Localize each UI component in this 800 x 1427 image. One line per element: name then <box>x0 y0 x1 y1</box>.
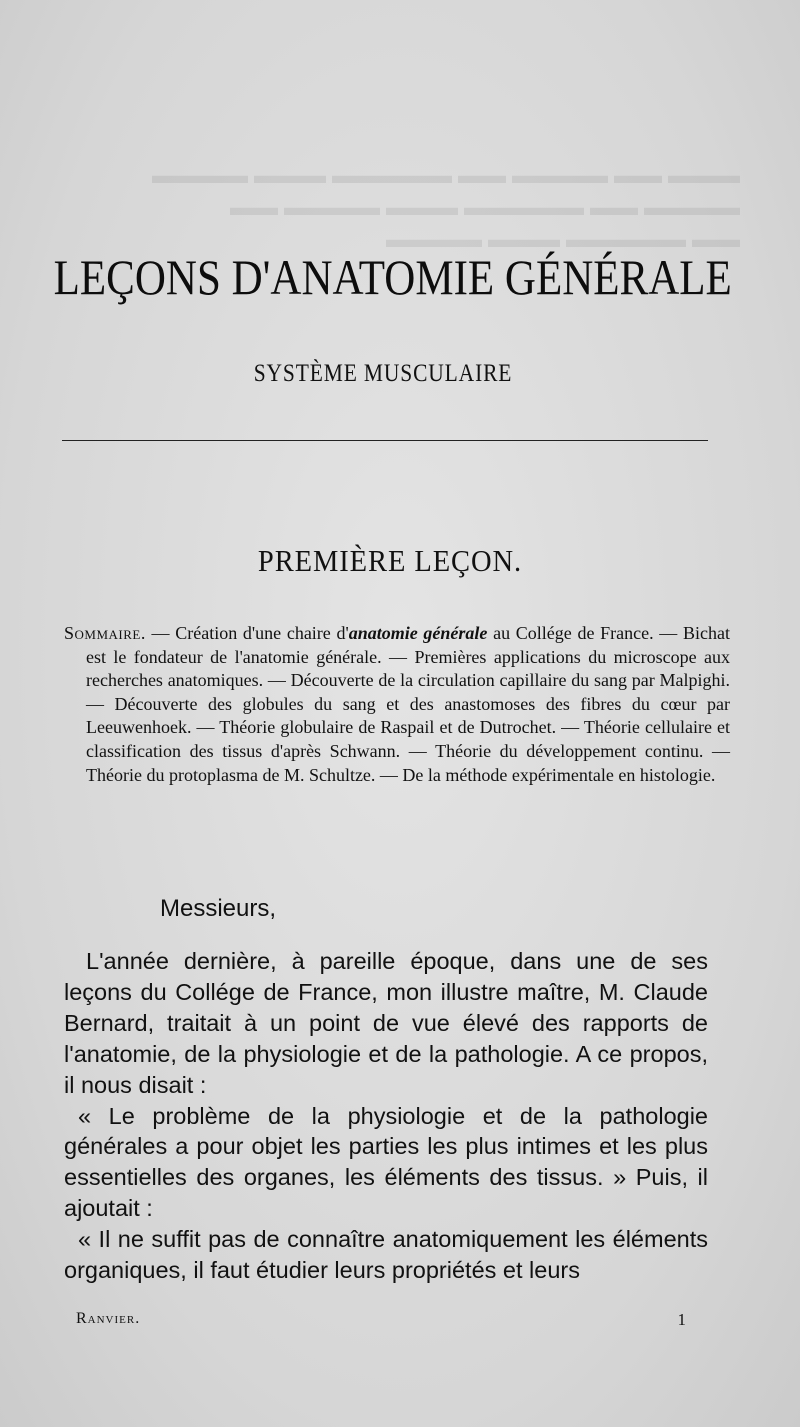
salutation: Messieurs, <box>160 895 277 922</box>
summary-emphasis: anatomie générale <box>348 623 488 643</box>
body-paragraph: L'année dernière, à pareille époque, dans une de ses leçons du Collége de France, mon illustre maître, M. Claude Bernard, traitait à un point de vue élevé des rapports de l'anatomie, de la physiologie et de la pathologie. A ce propos, il nous disait : <box>64 948 708 1098</box>
page-number: 1 <box>677 1310 686 1329</box>
running-author: Ranvier. <box>76 1310 141 1327</box>
page-footer <box>76 1310 686 1328</box>
book-title: LEÇONS D'ANATOMIE GÉNÉRALE <box>53 249 732 305</box>
summary-text-before: — Création d'une chaire d' <box>145 623 349 643</box>
summary-label: Sommaire. <box>64 623 146 643</box>
title-divider <box>62 440 708 441</box>
show-through-texture: ▬▬▬ ▬▬ ▬▬▬▬ ▬▬ ▬▬▬▬▬ ▬▬▬ ▬▬▬▬ ▬▬▬▬ ▬▬ ▬▬▬▬▬ ▬▬▬ ▬▬▬▬ ▬▬ ▬▬ ▬▬▬▬▬ ▬▬▬ ▬▬▬▬ <box>152 163 740 250</box>
body-text <box>64 946 708 1286</box>
body-paragraph: « Il ne suffit pas de connaître anatomiquement les éléments organiques, il faut étudier leurs propriétés et leurs <box>64 1226 708 1284</box>
summary-text-after: au Collége de France. — Bichat est le fondateur de l'anatomie générale. — Premières applications du microscope aux recherches anatomiques. — Découverte de la circulation capillaire du sang par Malpighi. — Découverte des globules du sang et des anastomoses des fibres du cœur par Leeuwenhoek. — Théorie globulaire de Raspail et de Dutrochet. — Théorie cellulaire et classification des tissus d'après Schwann. — Théorie du développement continu. — Théorie du protoplasma de M. Schultze. — De la méthode expérimentale en histologie. <box>86 623 730 785</box>
lesson-summary <box>64 622 730 787</box>
section-subtitle: SYSTÈME MUSCULAIRE <box>253 360 513 387</box>
lesson-heading: PREMIÈRE LEÇON. <box>257 543 523 578</box>
body-paragraph: « Le problème de la physiologie et de la pathologie générales a pour objet les parties les plus intimes et les plus essentielles des organes, les éléments des tissus. » Puis, il ajoutait : <box>64 1102 708 1222</box>
